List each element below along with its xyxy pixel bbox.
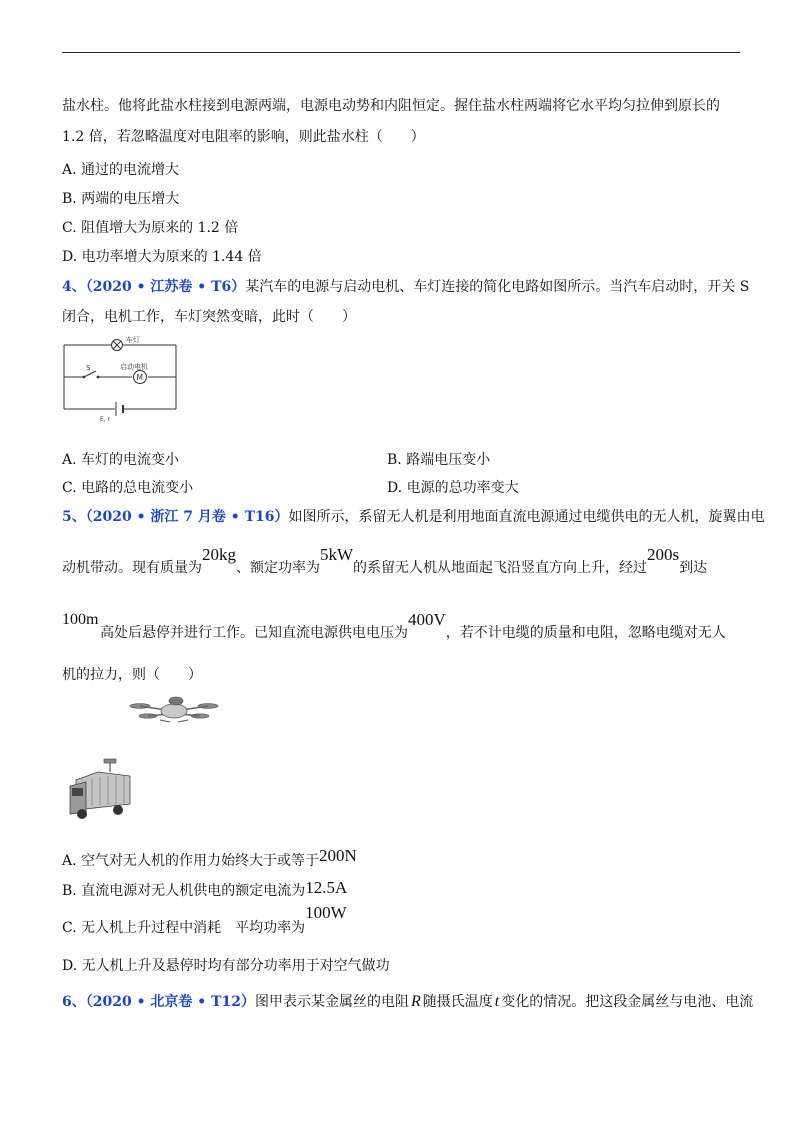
switch-icon — [83, 371, 100, 378]
motor-symbol: M — [136, 373, 143, 382]
height-value: 100m — [62, 611, 99, 628]
q4-circuit-diagram — [60, 333, 184, 425]
motor-label: 启动电机 — [120, 363, 148, 371]
q5-option-a-value: 200N — [319, 846, 357, 865]
q5-text-f: ，若不计电缆的质量和电阻，忽略电缆对无人 — [445, 625, 726, 641]
q4-number: 4、 — [62, 279, 86, 295]
q4-option-b: B. 路端电压变小 — [387, 452, 491, 468]
q3-option-b: B. 两端的电压增大 — [62, 191, 180, 207]
power-value: 5kW — [320, 545, 354, 564]
q5-option-a-text: A. 空气对无人机的作用力始终大于或等于 — [62, 853, 320, 869]
header-rule — [62, 52, 740, 53]
battery-icon — [116, 402, 123, 416]
q4-stem-text: 某汽车的电源与启动电机、车灯连接的简化电路如图所示。当汽车启动时，开关 S — [245, 279, 750, 295]
q5-option-c — [62, 903, 347, 938]
q5-text-d: 到达 — [679, 560, 708, 576]
q4-option-a: A. 车灯的电流变小 — [62, 452, 180, 468]
q6-number: 6、 — [62, 994, 86, 1010]
q5-stem-line3 — [100, 610, 726, 643]
q5-option-b — [62, 880, 347, 901]
battery-label: E, r — [100, 416, 111, 423]
q3-option-c: C. 阻值增大为原来的 1.2 倍 — [62, 220, 239, 236]
ground-power-truck-image — [68, 758, 138, 822]
drone-image — [126, 692, 222, 726]
q5-stem-line2 — [62, 545, 708, 578]
q5-option-b-text: B. 直流电源对无人机供电的额定电流为 — [62, 883, 306, 899]
resistance-symbol: R — [411, 993, 421, 1010]
q5-number: 5、 — [62, 509, 86, 525]
q5-option-b-value: 12.5A — [305, 878, 348, 897]
lamp-label: 车灯 — [126, 336, 140, 344]
time-value: 200s — [647, 545, 680, 564]
q5-stem-line4: 机的拉力，则（ ） — [62, 667, 202, 683]
q5-stem-text: 如图所示，系留无人机是利用地面直流电源通过电缆供电的无人机，旋翼由电 — [288, 509, 765, 525]
q3-stem-line2: 1.2 倍，若忽略温度对电阻率的影响，则此盐水柱（ ） — [62, 129, 425, 145]
q5-source-tag: （2020 • 浙江 7 月卷 • T16） — [85, 509, 289, 525]
q6-text-c: 变化的情况。把这段金属丝与电池、电流 — [501, 994, 754, 1010]
q5-text-c: 的系留无人机从地面起飞沿竖直方向上升，经过 — [353, 560, 648, 576]
q4-option-d: D. 电源的总功率变大 — [387, 480, 519, 496]
q5-text-a: 动机带动。现有质量为 — [62, 560, 202, 576]
mass-value: 20kg — [202, 545, 236, 564]
q6-stem-line1 — [62, 992, 753, 1012]
q5-text-e: 高处后悬停并进行工作。已知直流电源供电电压为 — [100, 625, 408, 641]
q4-option-c: C. 电路的总电流变小 — [62, 480, 194, 496]
lamp-icon — [112, 340, 123, 351]
temperature-symbol: t — [494, 993, 500, 1010]
switch-label: S — [86, 364, 91, 372]
q3-option-d: D. 电功率增大为原来的 1.44 倍 — [62, 249, 262, 265]
q6-text-a: 图甲表示某金属丝的电阻 — [255, 994, 410, 1010]
q5-stem-line1 — [62, 507, 765, 527]
q5-option-d: D. 无人机上升及悬停时均有部分功率用于对空气做功 — [62, 958, 390, 974]
q5-text-b: 、额定功率为 — [236, 560, 320, 576]
q4-source-tag: （2020 • 江苏卷 • T6） — [85, 279, 246, 295]
q3-stem-line1: 盐水柱。他将此盐水柱接到电源两端，电源电动势和内阻恒定。握住盐水柱两端将它水平均匀拉伸到原长的 — [62, 98, 720, 114]
q6-text-b: 随摄氏温度 — [422, 994, 493, 1010]
q5-option-c-value: 100W — [305, 903, 347, 922]
q6-source-tag: （2020 • 北京卷 • T12） — [85, 994, 256, 1010]
q4-stem-line1 — [62, 277, 749, 297]
q4-stem-line2: 闭合，电机工作，车灯突然变暗，此时（ ） — [62, 309, 356, 325]
q5-option-c-text: C. 无人机上升过程中消耗 平均功率为 — [62, 920, 306, 936]
q5-option-a — [62, 846, 357, 871]
q3-option-a: A. 通过的电流增大 — [62, 162, 180, 178]
voltage-value: 400V — [408, 610, 446, 629]
